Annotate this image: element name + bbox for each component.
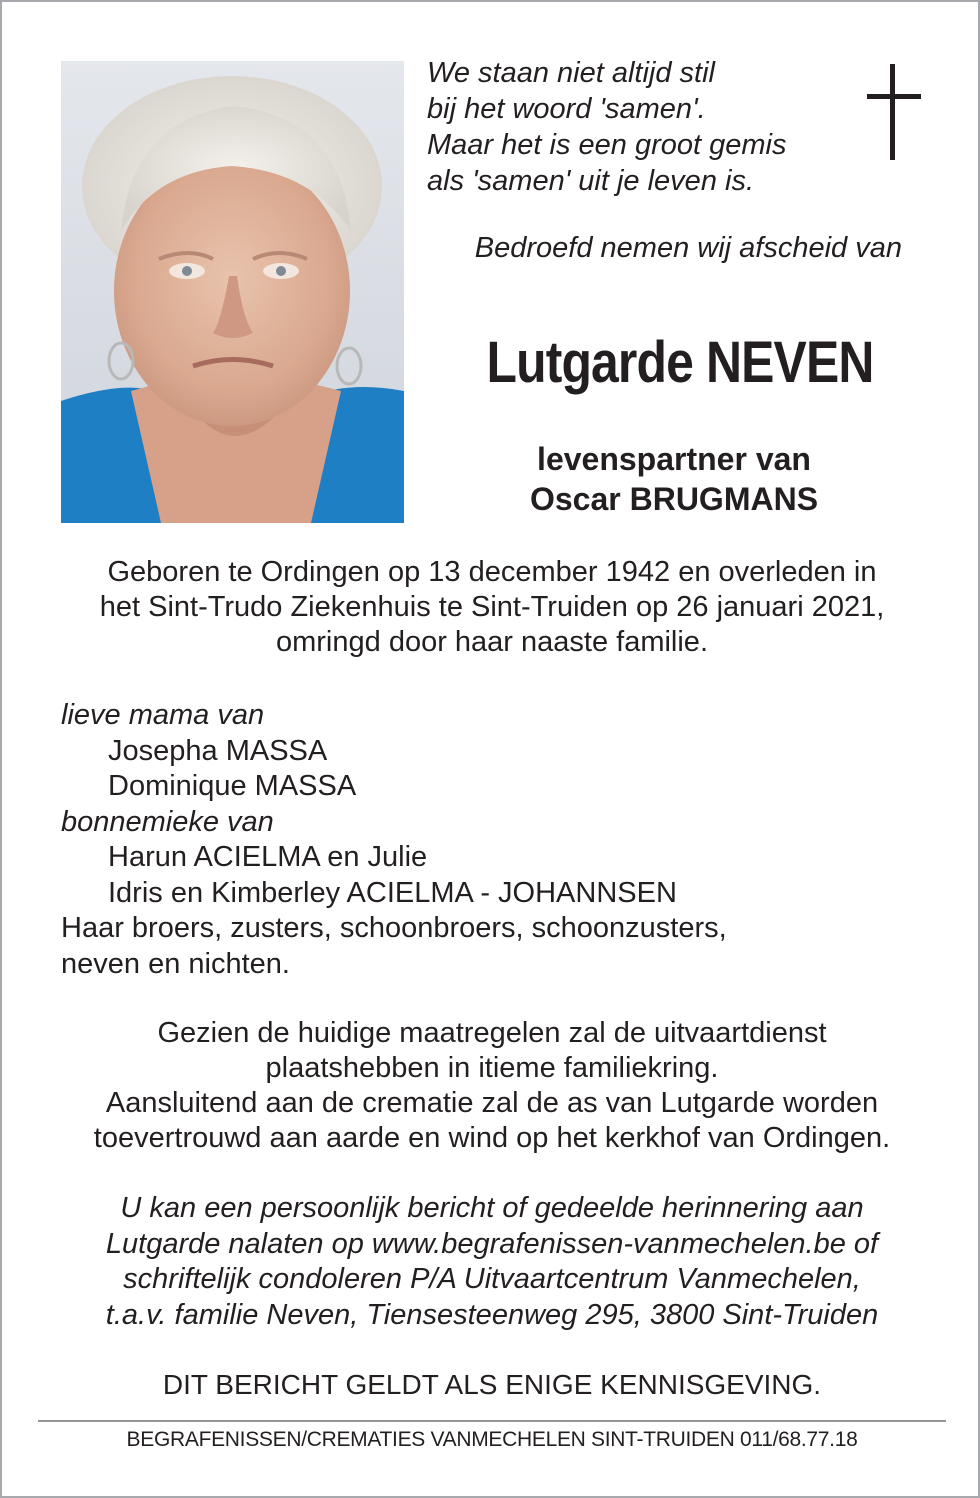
birth-line: omringd door haar naaste familie. xyxy=(275,626,708,658)
service-line: toevertrouwd aan aarde en wind op het kerkhof van Ordingen. xyxy=(93,1122,891,1154)
child-name: Dominique MASSA xyxy=(108,770,357,802)
farewell-line: Bedroefd nemen wij afscheid van xyxy=(474,232,902,264)
grandmother-label: bonnemieke van xyxy=(61,805,274,838)
birth-line: het Sint-Trudo Ziekenhuis te Sint-Truiden op 26 januari 2021, xyxy=(99,591,885,623)
birth-line: Geboren te Ordingen op 13 december 1942 en overleden in xyxy=(107,556,877,588)
partner-relation: levenspartner van xyxy=(537,441,811,477)
grandchild-name: Idris en Kimberley ACIELMA - JOHANNSEN xyxy=(108,876,677,909)
condolence-info xyxy=(32,1191,952,1333)
partner-block xyxy=(442,439,906,519)
service-line: plaatshebben in itieme familiekring. xyxy=(265,1052,719,1084)
grandchild-name: Harun ACIELMA en Julie xyxy=(108,841,428,873)
portrait-photo xyxy=(61,61,404,523)
partner-name: Oscar BRUGMANS xyxy=(529,481,819,517)
relatives-line: neven en nichten. xyxy=(61,947,290,980)
poem-verse xyxy=(427,55,847,199)
cross-icon xyxy=(864,64,924,162)
poem-line: als 'samen' uit je leven is. xyxy=(427,165,755,197)
condolence-line: U kan een persoonlijk bericht of gedeelde herinnering aan xyxy=(120,1192,864,1224)
service-line: Aansluitend aan de crematie zal de as van Lutgarde worden xyxy=(105,1087,879,1119)
condolence-line: t.a.v. familie Neven, Tiensesteenweg 295, 3800 Sint-Truiden xyxy=(105,1298,879,1331)
relatives-line: Haar broers, zusters, schoonbroers, schoonzusters, xyxy=(61,912,727,944)
birth-death-details xyxy=(42,555,942,660)
poem-line: bij het woord 'samen'. xyxy=(427,93,706,125)
funeral-home-footer: BEGRAFENISSEN/CREMATIES VANMECHELEN SINT-TRUIDEN 011/68.77.18 xyxy=(126,1428,858,1451)
condolence-line: schriftelijk condoleren P/A Uitvaartcentrum Vanmechelen, xyxy=(123,1263,861,1295)
family-list xyxy=(61,698,921,982)
notice-statement: DIT BERICHT GELDT ALS ENIGE KENNISGEVING. xyxy=(162,1369,822,1400)
poem-line: We staan niet altijd stil xyxy=(427,57,715,89)
child-name: Josepha MASSA xyxy=(108,734,328,767)
condolence-line: Lutgarde nalaten op www.begrafenissen-vanmechelen.be of xyxy=(105,1227,879,1260)
footer-divider xyxy=(38,1420,946,1422)
service-line: Gezien de huidige maatregelen zal de uitvaartdienst xyxy=(157,1017,827,1049)
poem-line: Maar het is een groot gemis xyxy=(427,129,787,161)
deceased-name: Lutgarde NEVEN xyxy=(486,330,874,395)
funeral-service-info xyxy=(32,1016,952,1156)
mama-label: lieve mama van xyxy=(61,699,265,731)
